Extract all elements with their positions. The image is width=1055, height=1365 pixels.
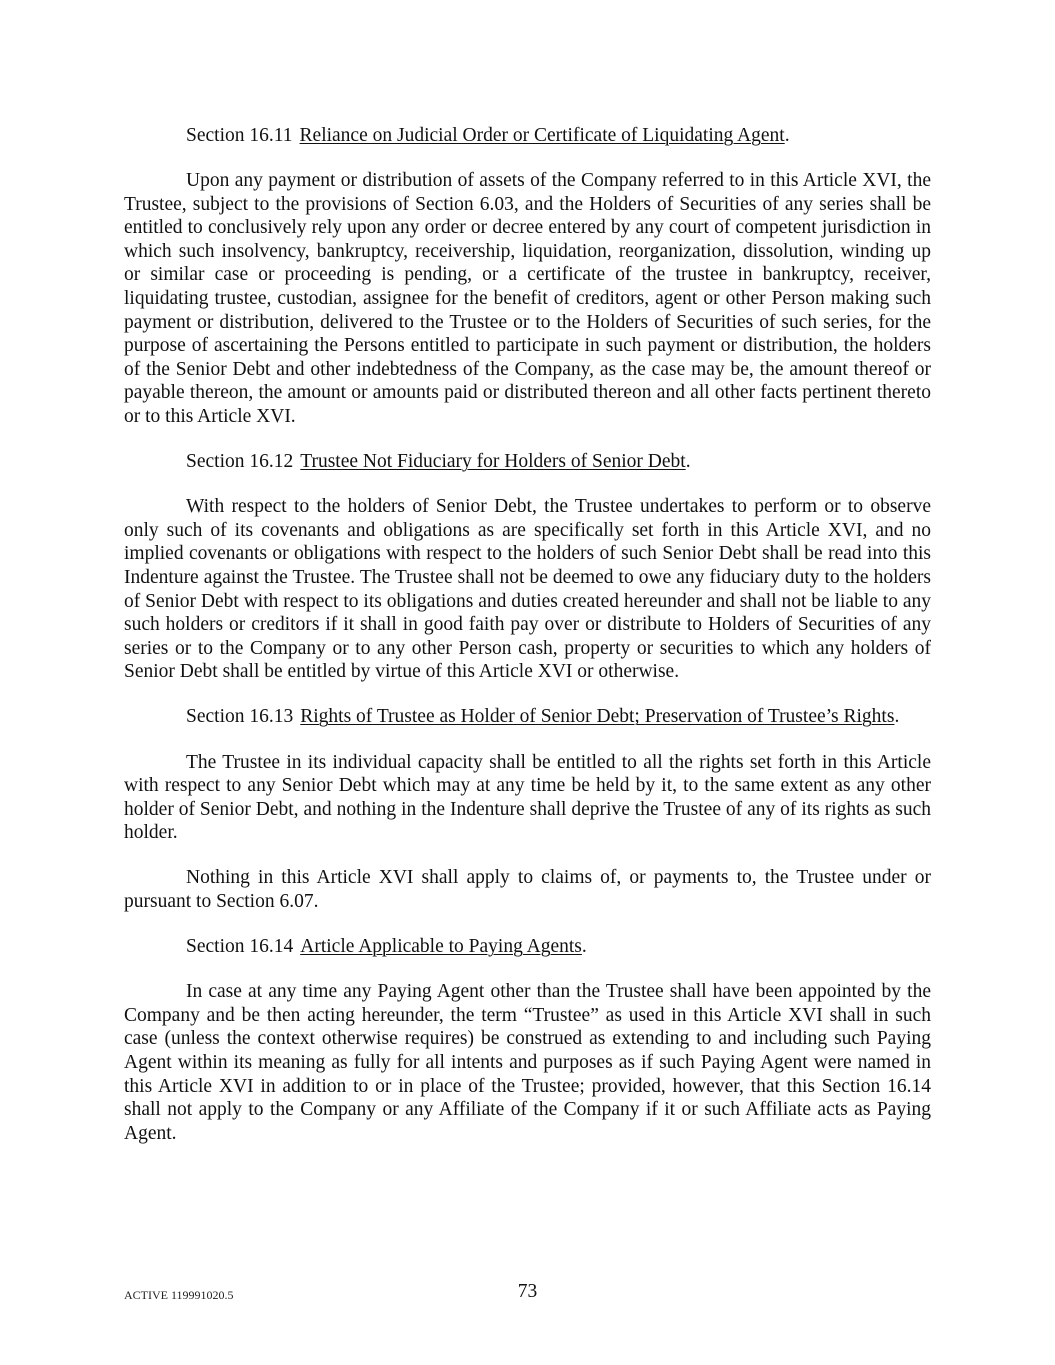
footer-document-id: ACTIVE 119991020.5 — [124, 1288, 234, 1302]
section-16-11-body: Upon any payment or distribution of assets of the Company referred to in this Article XVI, the Trustee, subject to the provisions of Section 6.03, and the Holders of Securities of any series shall be entitled to conclusively rely upon any order or decree entered by any court of competent jurisdiction in which such insolvency, bankruptcy, receivership, liquidation, reorganization, dissolution, winding up or similar case or proceeding is pending, or a certificate of the trustee in bankruptcy, receiver, liquidating trustee, custodian, assignee for the benefit of creditors, agent or other Person making such payment or distribution, delivered to the Trustee or to the Holders of Securities of such series, for the purpose of ascertaining the Persons entitled to participate in such payment or distribution, the holders of the Senior Debt and other indebtedness of the Company, as the case may be, the amount thereof or payable thereon, the amount or amounts paid or distributed thereon and all other facts pertinent thereto or to this Article XVI. — [124, 170, 931, 428]
section-16-11-heading — [124, 124, 931, 148]
footer-page-number: 73 — [517, 1281, 538, 1302]
section-16-14-heading — [124, 935, 931, 959]
section-number: Section 16.13 — [186, 706, 294, 728]
section-title-period: . — [685, 451, 691, 473]
section-16-12-body: With respect to the holders of Senior Debt, the Trustee undertakes to perform or to observe only such of its covenants and obligations as are specifically set forth in this Article XVI, and no implied covenants or obligations with respect to the holders of such Senior Debt shall be read into this Indenture against the Trustee. The Trustee shall not be deemed to owe any fiduciary duty to the holders of Senior Debt with respect to its obligations and duties created hereunder and shall not be liable to any such holders or creditors if it shall in good faith pay over or distribute to Holders of Securities of any series or to the Company or to any other Person cash, property or securities to which any holders of Senior Debt shall be entitled by virtue of this Article XVI or otherwise. — [124, 496, 931, 683]
section-title-period: . — [784, 125, 790, 146]
section-title: Article Applicable to Paying Agents — [300, 936, 582, 958]
section-16-13-body: The Trustee in its individual capacity shall be entitled to all the rights set forth in this Article with respect to any Senior Debt which may at any time be held by it, to the same extent as any other holder of Senior Debt, and nothing in the Indenture shall deprive the Trustee of any of its rights as such holder. — [124, 751, 931, 844]
document-page — [124, 124, 931, 1167]
section-16-13-heading — [124, 705, 931, 729]
section-title-period: . — [894, 706, 900, 728]
section-number: Section 16.12 — [186, 451, 294, 473]
section-16-12-heading — [124, 450, 931, 474]
section-title-period: . — [581, 936, 587, 958]
section-title: Reliance on Judicial Order or Certificate of Liquidating Agent — [299, 125, 785, 146]
section-title: Rights of Trustee as Holder of Senior Debt; Preservation of Trustee’s Rights — [300, 706, 895, 728]
section-number: Section 16.14 — [186, 936, 294, 958]
section-16-14-body: In case at any time any Paying Agent other than the Trustee shall have been appointed by the Company and be then acting hereunder, the term “Trustee” as used in this Article XVI shall in such case (unless the context otherwise requires) be construed as extending to and including such Paying Agent within its meaning as fully for all intents and purposes as if such Paying Agent were named in this Article XVI in addition to or in place of the Trustee; provided, however, that this Section 16.14 shall not apply to the Company or any Affiliate of the Company if it or such Affiliate acts as Paying Agent. — [124, 981, 931, 1144]
section-title: Trustee Not Fiduciary for Holders of Senior Debt — [300, 451, 686, 473]
section-16-13-body-2: Nothing in this Article XVI shall apply to claims of, or payments to, the Trustee under or pursuant to Section 6.07. — [124, 867, 931, 913]
section-number: Section 16.11 — [186, 125, 293, 146]
